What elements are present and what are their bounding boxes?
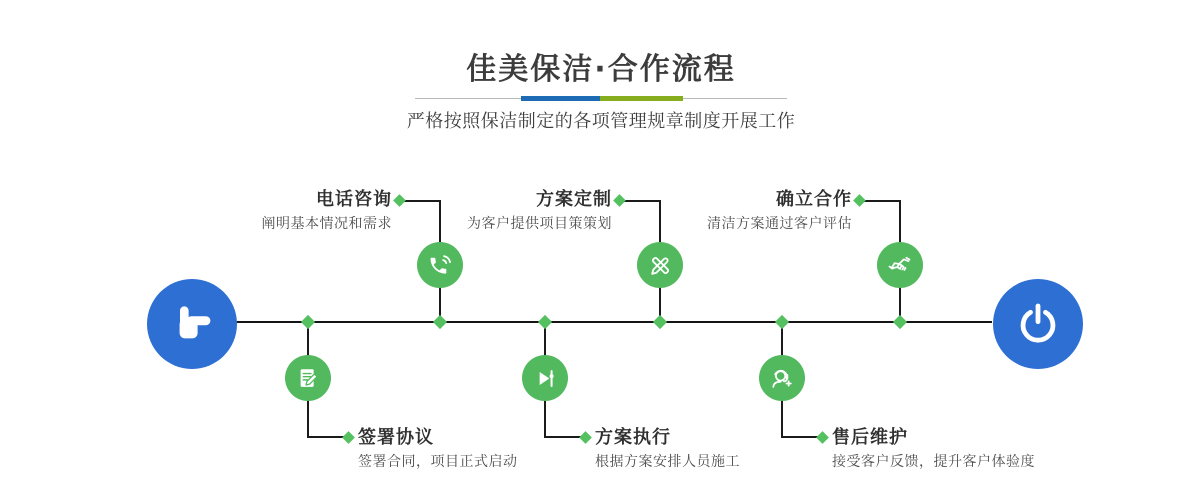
headset-person-icon: [768, 364, 796, 392]
timeline-main-line: [236, 321, 992, 323]
label-diamond: [342, 431, 355, 444]
step-desc: 根据方案安排人员施工: [595, 454, 740, 470]
step-title: 方案定制: [536, 189, 612, 210]
page-subtitle: 严格按照保洁制定的各项管理规章制度开展工作: [406, 111, 796, 132]
timeline-node-diamond: [538, 315, 552, 329]
step-label: [622, 189, 852, 232]
timeline-node-diamond: [775, 315, 789, 329]
step-title: 售后维护: [832, 427, 908, 448]
step-label: [832, 427, 1112, 470]
title-divider: [415, 96, 787, 101]
timeline-node-diamond: [653, 315, 667, 329]
step-desc: 接受客户反馈，提升客户体验度: [832, 454, 1035, 470]
step-circle: [759, 355, 805, 401]
step-label: [382, 189, 612, 232]
step-circle: [877, 242, 923, 288]
step-circle: [285, 355, 331, 401]
connector-horizontal: [308, 436, 346, 438]
step-title: 签署协议: [358, 427, 434, 448]
phone-icon: [427, 252, 454, 279]
step-title: 确立合作: [776, 189, 852, 210]
step-title: 方案执行: [595, 427, 671, 448]
label-diamond: [853, 194, 866, 207]
hand-pointer-icon: [168, 300, 216, 348]
step-circle: [637, 242, 683, 288]
pencil-ruler-icon: [647, 252, 674, 279]
contract-pen-icon: [295, 365, 322, 392]
divider-green-segment: [600, 96, 683, 101]
play-slider-icon: [532, 365, 559, 392]
divider-blue-segment: [521, 96, 600, 101]
flow-end-circle: [993, 279, 1083, 369]
step-circle: [522, 355, 568, 401]
handshake-icon: [886, 251, 914, 279]
flow-start-circle: [147, 279, 237, 369]
step-label: [162, 189, 392, 232]
connector-horizontal: [862, 200, 900, 202]
step-desc: 签署合同，项目正式启动: [358, 454, 518, 470]
step-circle: [417, 242, 463, 288]
step-desc: 清洁方案通过客户评估: [707, 216, 852, 232]
page-title: 佳美保洁·合作流程: [466, 52, 736, 87]
timeline-node-diamond: [433, 315, 447, 329]
step-desc: 为客户提供项目策策划: [467, 216, 612, 232]
power-icon: [1015, 301, 1061, 347]
timeline-node-diamond: [893, 315, 907, 329]
step-title: 电话咨询: [316, 189, 392, 210]
timeline-node-diamond: [301, 315, 315, 329]
step-desc: 阐明基本情况和需求: [261, 216, 392, 232]
